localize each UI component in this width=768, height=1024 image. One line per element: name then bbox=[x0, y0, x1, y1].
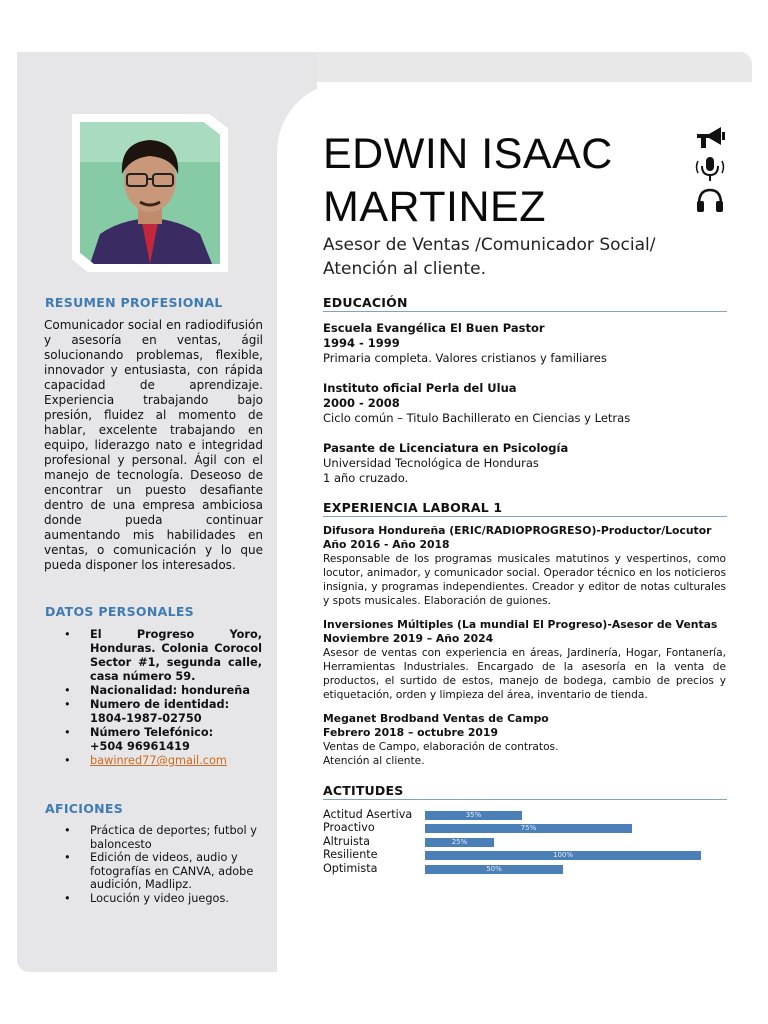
candidate-name bbox=[323, 128, 613, 234]
header-icons bbox=[693, 124, 733, 217]
job-dates: Noviembre 2019 – Año 2024 bbox=[323, 632, 494, 645]
education-heading: EDUCACIÓN bbox=[323, 295, 727, 312]
job-description-line: Ventas de Campo, elaboración de contratos. bbox=[323, 741, 559, 753]
job-entry bbox=[323, 524, 726, 608]
personal-id bbox=[90, 698, 262, 726]
personal-list bbox=[44, 628, 262, 768]
job-entry bbox=[323, 712, 726, 768]
profile-photo bbox=[80, 122, 220, 264]
attitude-row bbox=[323, 821, 728, 834]
subtitle-line-2: Atención al cliente. bbox=[323, 259, 486, 279]
hobby-item: • Locución y video juegos. bbox=[90, 892, 270, 906]
education-entry bbox=[323, 321, 727, 366]
experience-heading: EXPERIENCIA LABORAL 1 bbox=[323, 500, 727, 517]
personal-nationality: • Nacionalidad: hondureña bbox=[90, 684, 262, 698]
attitude-value-label: 25% bbox=[451, 837, 468, 846]
header-band bbox=[300, 52, 752, 82]
personal-phone-value: +504 96961419 bbox=[90, 740, 190, 753]
attitude-label: Optimista bbox=[323, 861, 378, 875]
attitude-value-label: 100% bbox=[552, 851, 573, 860]
education-title: Instituto oficial Perla del Ulua bbox=[323, 381, 517, 395]
personal-phone-label: Número Telefónico: bbox=[90, 726, 214, 739]
job-title: Meganet Brodband Ventas de Campo bbox=[323, 712, 549, 725]
education-years: 1994 - 1999 bbox=[323, 336, 400, 350]
job-entry bbox=[323, 618, 726, 702]
education-detail: Primaria completa. Valores cristianos y familiares bbox=[323, 351, 607, 365]
personal-phone bbox=[90, 726, 262, 754]
name-line-2: MARTINEZ bbox=[323, 183, 546, 231]
attitude-row bbox=[323, 862, 728, 875]
hobbies-list bbox=[44, 824, 270, 905]
attitude-label: Resiliente bbox=[323, 848, 378, 862]
education-entry bbox=[323, 381, 727, 426]
education-title: Pasante de Licenciatura en Psicología bbox=[323, 441, 569, 455]
job-description: Asesor de ventas con experiencia en áreas, Jardinería, Hogar, Fontanería, Herramientas Industriales. Encargado de la asesoría en la venta de productos, el surtido de estos, manejo de bodega, cambio de precios y etiquetación, orden y limpieza del área, inventario de tienda. bbox=[323, 647, 726, 701]
hobby-item: • Práctica de deportes; futbol y baloncesto bbox=[90, 824, 270, 851]
attitude-bar bbox=[425, 865, 563, 874]
hobby-item: • Edición de videos, audio y fotografías en CANVA, adobe audición, Madlipz. bbox=[90, 851, 270, 892]
attitude-label: Altruista bbox=[323, 834, 371, 848]
education-years: 2000 - 2008 bbox=[323, 396, 400, 410]
personal-id-label: Numero de identidad: bbox=[90, 698, 230, 711]
attitude-value-label: 50% bbox=[486, 864, 502, 873]
personal-email-item bbox=[90, 754, 262, 768]
education-detail: Ciclo común – Titulo Bachillerato en Ciencias y Letras bbox=[323, 411, 631, 425]
attitude-bar bbox=[425, 811, 522, 820]
education-entry bbox=[323, 441, 727, 486]
job-dates: Año 2016 - Año 2018 bbox=[323, 538, 450, 551]
job-title: Difusora Hondureña (ERIC/RADIOPROGRESO)-Productor/Locutor bbox=[323, 524, 712, 537]
attitudes-chart bbox=[323, 808, 728, 875]
job-description-line: Atención al cliente. bbox=[323, 755, 425, 767]
attitude-bar bbox=[425, 824, 632, 833]
attitude-bar bbox=[425, 838, 494, 847]
summary-heading: RESUMEN PROFESIONAL bbox=[45, 295, 223, 310]
attitude-value-label: 75% bbox=[520, 824, 537, 833]
attitude-row bbox=[323, 848, 728, 861]
email-link[interactable]: bawinred77@gmail.com bbox=[90, 754, 227, 767]
microphone-icon bbox=[693, 155, 727, 183]
summary-text: Comunicador social en radiodifusión y asesoría en ventas, ágil solucionando problemas, flexible, innovador y entusiasta, con rápida capacidad de aprendizaje. Experiencia trabajando bajo presión, fluidez al momento de hablar, excelente trabajando en equipo, liderazgo nato e integridad profesional y personal. Ágil con el manejo de tecnología. Deseoso de encontrar un puesto desafiante dentro de una empresa ambiciosa donde pueda continuar aumentando mis habilidades en ventas, o comunicación y lo que pueda disponer los interesados. bbox=[44, 318, 263, 572]
personal-id-value: 1804-1987-02750 bbox=[90, 712, 202, 725]
attitude-value-label: 35% bbox=[465, 811, 482, 819]
headphones-icon bbox=[693, 186, 727, 214]
attitude-label: Actitud Asertiva bbox=[323, 808, 413, 821]
megaphone-icon bbox=[693, 124, 727, 152]
education-detail: 1 año cruzado. bbox=[323, 471, 409, 485]
attitude-row bbox=[323, 808, 728, 821]
job-title bbox=[323, 233, 743, 281]
name-line-1: EDWIN ISAAC bbox=[323, 130, 613, 178]
attitude-bar bbox=[425, 851, 701, 860]
attitude-label: Proactivo bbox=[323, 821, 375, 835]
job-title: Inversiones Múltiples (La mundial El Progreso)-Asesor de Ventas bbox=[323, 618, 718, 631]
subtitle-line-1: Asesor de Ventas /Comunicador Social/ bbox=[323, 235, 656, 255]
profile-photo-frame bbox=[72, 114, 228, 272]
job-dates: Febrero 2018 – octubre 2019 bbox=[323, 726, 498, 739]
attitudes-heading: ACTITUDES bbox=[323, 783, 727, 800]
hobbies-heading: AFICIONES bbox=[45, 801, 124, 816]
attitude-row bbox=[323, 835, 728, 848]
personal-address: • El Progreso Yoro, Honduras. Colonia Corocol Sector #1, segunda calle, casa número 59. bbox=[90, 628, 262, 684]
personal-heading: DATOS PERSONALES bbox=[45, 604, 194, 619]
job-description: Responsable de los programas musicales matutinos y vespertinos, como locutor, animador, y comunicador social. Operador técnico en los noticieros insignia, y programas independientes. Creador y editor de notas culturales y spots musicales. Elaboración de guiones. bbox=[323, 553, 726, 607]
education-title: Escuela Evangélica El Buen Pastor bbox=[323, 321, 545, 335]
education-institution: Universidad Tecnológica de Honduras bbox=[323, 456, 539, 470]
